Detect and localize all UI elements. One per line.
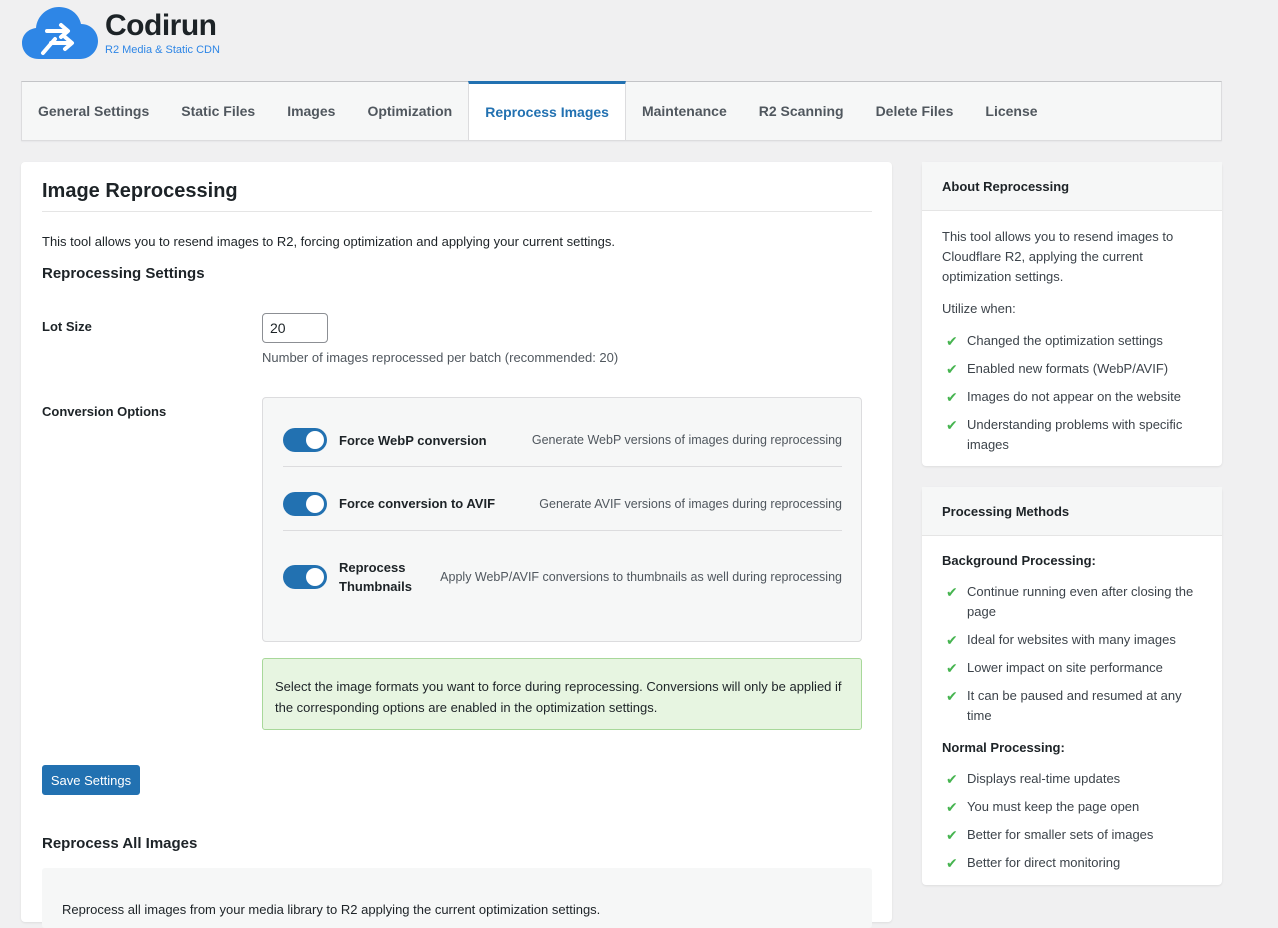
tab-license[interactable]: License (985, 103, 1038, 119)
option-avif (283, 481, 842, 531)
tab-general-settings[interactable]: General Settings (38, 103, 150, 119)
settings-tabs (21, 81, 1222, 141)
normal-processing-label: Normal Processing: (942, 740, 1065, 755)
title-divider (42, 211, 872, 212)
list-item: ✔ Better for direct monitoring (942, 853, 1202, 873)
tab-r2-scanning[interactable]: R2 Scanning (758, 103, 844, 119)
lot-size-label: Lot Size (42, 319, 92, 334)
tab-static-files[interactable]: Static Files (181, 103, 256, 119)
check-icon: ✔ (946, 688, 958, 704)
avif-option-desc: Generate AVIF versions of images during reprocessing (539, 496, 842, 511)
list-item: ✔ Enabled new formats (WebP/AVIF) (942, 359, 1202, 379)
list-item: ✔ Displays real-time updates (942, 769, 1202, 789)
check-icon: ✔ (946, 584, 958, 600)
reprocess-all-heading: Reprocess All Images (42, 835, 198, 852)
check-icon: ✔ (946, 361, 958, 377)
list-item: ✔ Continue running even after closing the page (942, 582, 1202, 622)
conversion-options-label: Conversion Options (42, 404, 167, 419)
tab-optimization[interactable]: Optimization (367, 103, 453, 119)
thumbnails-option-title: Reprocess Thumbnails (339, 560, 412, 594)
check-icon: ✔ (946, 827, 958, 843)
tab-maintenance[interactable]: Maintenance (641, 103, 727, 119)
conversion-options-box (262, 397, 862, 642)
cloud-arrows-icon (21, 3, 99, 63)
list-item: ✔ Ideal for websites with many images (942, 630, 1202, 650)
check-icon: ✔ (946, 799, 958, 815)
option-thumbnails (283, 553, 842, 601)
about-text: This tool allows you to resend images to Cloudflare R2, applying the current optimization settings. (942, 229, 1174, 284)
list-item: ✔ Images do not appear on the website (942, 387, 1202, 407)
tab-delete-files[interactable]: Delete Files (875, 103, 954, 119)
settings-heading: Reprocessing Settings (42, 265, 205, 282)
about-reprocessing-panel (922, 162, 1222, 466)
check-icon: ✔ (946, 771, 958, 787)
check-icon: ✔ (946, 417, 958, 433)
lot-size-hint: Number of images reprocessed per batch (recommended: 20) (262, 350, 619, 365)
check-icon: ✔ (946, 660, 958, 676)
webp-option-title: Force WebP conversion (339, 432, 487, 448)
list-item: ✔ Understanding problems with specific images (942, 415, 1202, 455)
about-title: About Reprocessing (922, 162, 1222, 211)
conversion-notice: Select the image formats you want to force during reprocessing. Conversions will only be applied if the corresponding options are enabled in the optimization settings. (262, 658, 862, 730)
page-title: Image Reprocessing (42, 180, 238, 202)
list-item: ✔ Changed the optimization settings (942, 331, 1202, 351)
list-item: ✔ It can be paused and resumed at any time (942, 686, 1202, 726)
list-item: ✔ You must keep the page open (942, 797, 1202, 817)
check-icon: ✔ (946, 632, 958, 648)
processing-methods-panel (922, 487, 1222, 885)
intro-text: This tool allows you to resend images to R2, forcing optimization and applying your current settings. (42, 234, 616, 249)
reprocess-all-text: Reprocess all images from your media library to R2 applying the current optimization settings. (62, 902, 601, 917)
utilize-list (942, 331, 1202, 455)
tab-reprocess-images[interactable]: Reprocess Images (468, 81, 626, 140)
brand-tagline: R2 Media & Static CDN (105, 43, 220, 56)
brand-name: Codirun (105, 8, 217, 42)
save-settings-button[interactable]: Save Settings (42, 765, 140, 795)
avif-option-title: Force conversion to AVIF (339, 496, 496, 511)
thumbnails-toggle[interactable] (283, 565, 327, 589)
webp-option-desc: Generate WebP versions of images during reprocessing (531, 433, 842, 447)
methods-title: Processing Methods (922, 487, 1222, 536)
reprocess-all-box (42, 868, 872, 928)
background-list (942, 582, 1202, 726)
reprocessing-panel (21, 162, 892, 922)
brand-logo (21, 3, 220, 63)
check-icon: ✔ (946, 333, 958, 349)
lot-size-input[interactable] (262, 313, 328, 343)
webp-toggle[interactable] (283, 428, 327, 452)
background-processing-label: Background Processing: (942, 553, 1096, 568)
tab-images[interactable]: Images (287, 103, 336, 119)
check-icon: ✔ (946, 389, 958, 405)
list-item: ✔ Lower impact on site performance (942, 658, 1202, 678)
option-webp (283, 418, 842, 467)
thumbnails-option-desc: Apply WebP/AVIF conversions to thumbnails as well during reprocessing (440, 570, 842, 584)
utilize-label: Utilize when: (942, 301, 1016, 316)
check-icon: ✔ (946, 855, 958, 871)
avif-toggle[interactable] (283, 492, 327, 516)
list-item: ✔ Better for smaller sets of images (942, 825, 1202, 845)
normal-list (942, 769, 1202, 873)
